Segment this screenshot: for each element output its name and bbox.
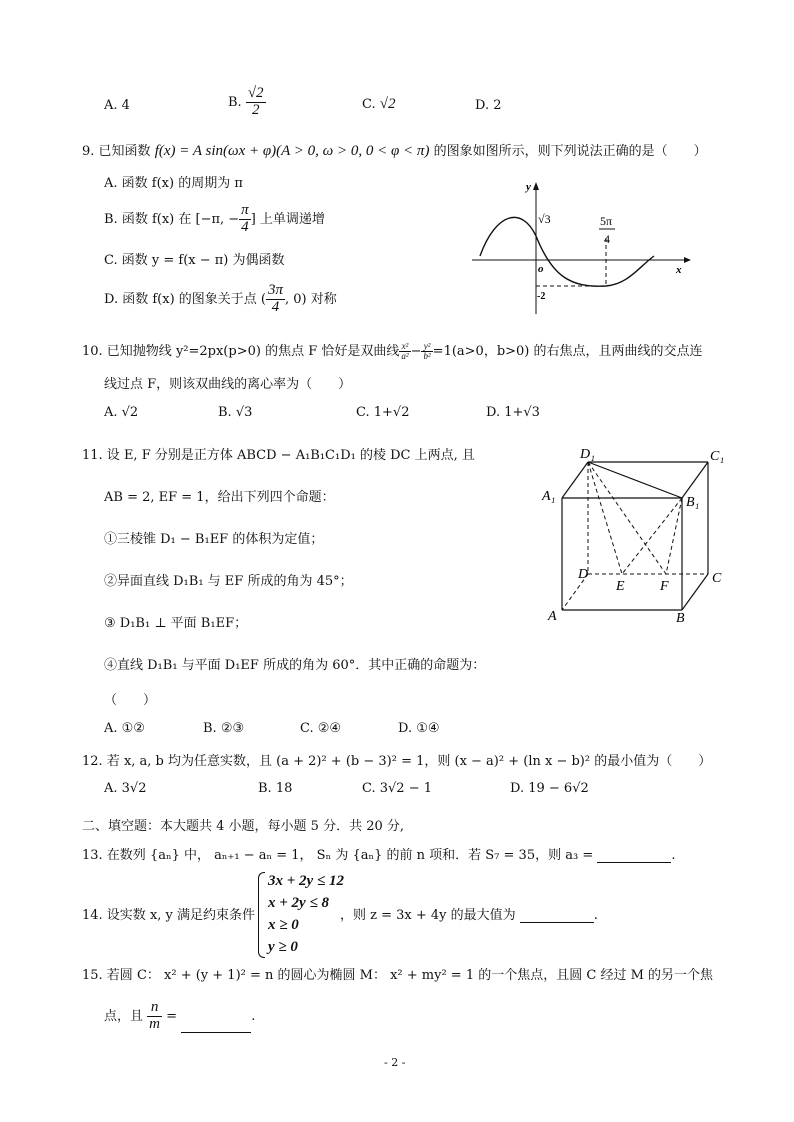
q12-option-d: D. 19 − 6√2 <box>510 781 589 796</box>
label-b1: B₁ <box>686 495 700 510</box>
q10-option-a: A. √2 <box>104 405 139 420</box>
q9-stem: 9. 已知函数 f(x) = A sin(ωx + φ)(A > 0, ω > 0, 0 < φ < π) 的图象如图所示，则下列说法正确的是（ ） <box>82 143 707 159</box>
q14-constraint-4: y ≥ 0 <box>268 939 298 955</box>
sqrt3-label: √3 <box>538 212 551 226</box>
q14-constraint-1: 3x + 2y ≤ 12 <box>268 873 344 889</box>
q14-stem-post: ，则 z = 3x + 4y 的最大值为 . <box>340 908 598 923</box>
q10-option-c: C. 1+√2 <box>356 405 410 420</box>
label-f: F <box>660 579 669 594</box>
q14-constraint-2: x + 2y ≤ 8 <box>268 895 329 911</box>
q11-proposition-2: ②异面直线 D₁B₁ 与 EF 所成的角为 45°； <box>104 574 353 589</box>
q12-option-b: B. 18 <box>258 781 293 796</box>
page-number: - 2 - <box>384 1056 406 1069</box>
label-d1: D₁ <box>580 447 595 462</box>
label-a: A <box>548 609 557 624</box>
section-2-heading: 二、填空题：本大题共 4 小题，每小题 5 分．共 20 分, <box>82 819 405 834</box>
q11-answer-paren: （ ） <box>104 693 157 708</box>
q11-option-b: B. ②③ <box>203 721 245 736</box>
x-label: x <box>676 264 682 276</box>
q10-line1: 10. 已知抛物线 y²=2px(p>0) 的焦点 F 恰好是双曲线 $\frac{\text{x²}}{\text{a²}}$ − $\frac{\text{y²}}{\text{b²}}$ =1(a>0，b>0) 的右焦点，且两曲线的交点连 <box>82 340 703 361</box>
label-c: C <box>712 571 722 586</box>
minus2-label: -2 <box>537 291 546 302</box>
q15-line2: 点，且 $\frac{n}{m}$ = . <box>104 999 256 1032</box>
label-c1: C₁ <box>710 449 725 464</box>
edge-d1a1 <box>562 462 588 498</box>
q12-stem: 12. 若 x, a, b 均为任意实数，且 (a + 2)² + (b − 3)² = 1，则 (x − a)² + (ln x − b)² 的最小值为（ ） <box>82 754 712 769</box>
5pi-label: 5π <box>600 214 613 228</box>
q11-proposition-3: ③ D₁B₁ ⊥ 平面 B₁EF； <box>104 616 248 631</box>
q15-answer-blank <box>181 1032 251 1033</box>
label-b: B <box>676 611 685 626</box>
q9-option-d: D. 函数 f(x) 的图象关于点 ( $\frac{3\pi}{4}$ , 0) 对称 <box>104 282 337 315</box>
q8-option-b: B. $\frac{√2}{2}$ <box>228 85 264 118</box>
q13-stem: 13. 在数列 {aₙ} 中， aₙ₊₁ − aₙ = 1， Sₙ 为 {aₙ} 的前 n 项和．若 S₇ = 35，则 a₃ = . <box>82 848 676 863</box>
q8-option-c: C. √2 <box>362 96 396 112</box>
edge-c1b1 <box>682 462 708 498</box>
hidden-b1e <box>622 498 682 574</box>
q8-option-a: A. 4 <box>104 98 130 113</box>
q13-answer-blank <box>597 862 671 863</box>
q10-option-d: D. 1+√3 <box>486 405 540 420</box>
q11-cube-figure <box>540 442 730 626</box>
q10-option-b: B. √3 <box>218 405 253 420</box>
hidden-b1f <box>666 498 682 574</box>
y-axis-arrow <box>533 182 539 190</box>
q11-option-a: A. ①② <box>104 721 145 736</box>
q11-option-c: C. ②④ <box>300 721 342 736</box>
q9-option-c: C. 函数 y = f(x − π) 为偶函数 <box>104 253 285 268</box>
q14-stem-pre: 14. 设实数 x, y 满足约束条件 <box>82 908 256 923</box>
q8-option-d: D. 2 <box>475 98 502 113</box>
q11-line1: 11. 设 E, F 分别是正方体 ABCD − A₁B₁C₁D₁ 的棱 DC 上两点, 且 <box>82 448 475 463</box>
hidden-d1f <box>588 462 666 574</box>
q12-option-c: C. 3√2 − 1 <box>362 781 433 796</box>
q11-proposition-1: ①三棱锥 D₁ − B₁EF 的体积为定值； <box>104 532 324 547</box>
q14-brace <box>258 872 265 958</box>
sine-curve <box>480 217 654 286</box>
x-axis-arrow <box>684 257 691 263</box>
4-label: 4 <box>604 232 610 246</box>
q10-line2: 线过点 F，则该双曲线的离心率为（ ） <box>104 377 352 392</box>
q11-option-d: D. ①④ <box>398 721 440 736</box>
q12-option-a: A. 3√2 <box>104 781 147 796</box>
q9-option-a: A. 函数 f(x) 的周期为 π <box>104 176 243 191</box>
origin-label: o <box>538 263 544 275</box>
diagonal-d1b1 <box>588 462 682 498</box>
edge-bc <box>682 574 708 610</box>
q11-line2: AB = 2, EF = 1，给出下列四个命题： <box>104 490 335 505</box>
q9-option-b: B. 函数 f(x) 在 [−π, − $\frac{\pi}{4}$ ] 上单调递增 <box>104 202 325 235</box>
label-e: E <box>616 579 625 594</box>
q11-proposition-4: ④直线 D₁B₁ 与平面 D₁EF 所成的角为 60°．其中正确的命题为： <box>104 658 486 673</box>
label-d: D <box>578 567 589 582</box>
q8-b-fraction: $\frac{√2}{2}$ <box>247 85 264 118</box>
y-label: y <box>526 181 531 193</box>
q14-constraints <box>258 870 344 958</box>
q15-line1: 15. 若圆 C： x² + (y + 1)² = n 的圆心为椭圆 M： x² + my² = 1 的一个焦点，且圆 C 经过 M 的另一个焦 <box>82 968 714 983</box>
q9-sine-graph <box>466 176 696 318</box>
hidden-d1e <box>588 462 622 574</box>
q14-answer-blank <box>520 922 594 923</box>
label-a1: A₁ <box>542 489 556 504</box>
q14-constraint-3: x ≥ 0 <box>268 917 299 933</box>
